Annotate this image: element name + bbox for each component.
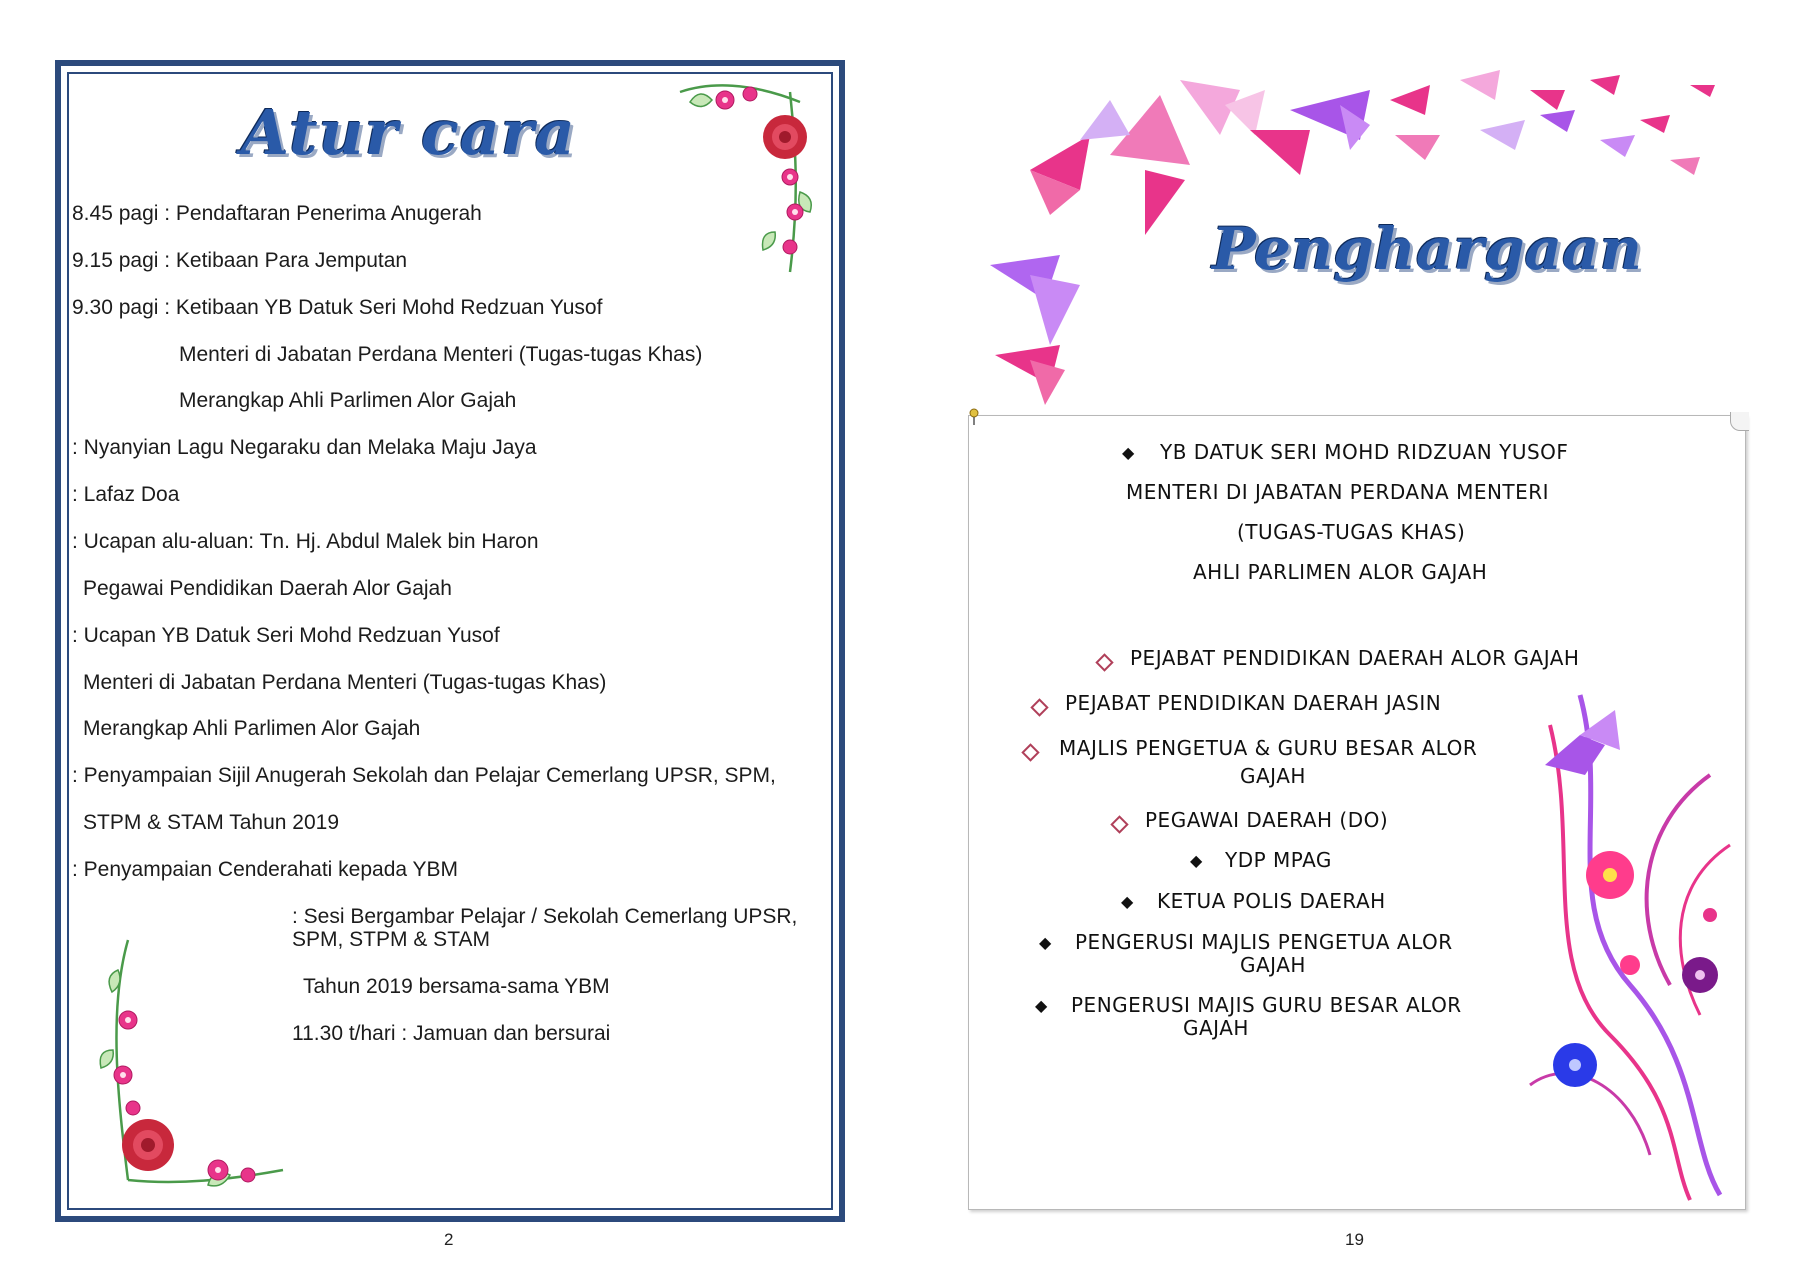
butterfly-icon [1180, 80, 1265, 135]
schedule-line: 9.15 pagi : Ketibaan Para Jemputan [72, 249, 408, 272]
butterfly-icon [1530, 90, 1575, 132]
ack-line: KETUA POLIS DAERAH [1157, 889, 1386, 913]
schedule-line: 8.45 pagi : Pendaftaran Penerima Anugerah [72, 202, 482, 225]
schedule-line: 11.30 t/hari : Jamuan dan bersurai [292, 1022, 611, 1045]
schedule-line: Pegawai Pendidikan Daerah Alor Gajah [83, 577, 452, 600]
schedule-line: : Ucapan YB Datuk Seri Mohd Redzuan Yusof [72, 624, 500, 647]
hibiscus-icon [1703, 908, 1717, 922]
penghargaan-title: Penghargaan [1212, 215, 1642, 283]
ack-line: PENGERUSI MAJLIS PENGETUA ALOR [1075, 930, 1453, 954]
butterfly-icon [1080, 100, 1130, 140]
atur-cara-title: Atur cara [241, 96, 576, 169]
ack-line: AHLI PARLIMEN ALOR GAJAH [1193, 560, 1488, 584]
ack-line: YDP MPAG [1225, 848, 1332, 872]
butterfly-icon [1590, 75, 1635, 157]
schedule-line: : Penyampaian Sijil Anugerah Sekolah dan Pelajar Cemerlang UPSR, SPM, [72, 764, 776, 787]
butterfly-icon [995, 345, 1065, 405]
butterfly-icon [990, 255, 1080, 345]
ack-line: PEJABAT PENDIDIKAN DAERAH ALOR GAJAH [1130, 646, 1580, 670]
schedule-line: Menteri di Jabatan Perdana Menteri (Tugas-tugas Khas) [179, 343, 703, 366]
page-number-right: 19 [1345, 1230, 1364, 1249]
bullet-diamond-icon: ◆ [1039, 935, 1052, 952]
bullet-diamond-icon: ◆ [1190, 853, 1203, 870]
schedule-line: 9.30 pagi : Ketibaan YB Datuk Seri Mohd Redzuan Yusof [72, 296, 603, 319]
butterfly-icon [1640, 85, 1715, 175]
floral-swirl-icon [1520, 685, 1740, 1205]
schedule-line: : Ucapan alu-aluan: Tn. Hj. Abdul Malek bin Haron [72, 530, 539, 553]
ack-line: MENTERI DI JABATAN PERDANA MENTERI [1126, 480, 1550, 504]
page-number-left: 2 [444, 1230, 454, 1249]
hibiscus-icon [1682, 957, 1718, 993]
bullet-diamond-icon: ◆ [1121, 894, 1134, 911]
ack-line: (TUGAS-TUGAS KHAS) [1237, 520, 1466, 544]
butterfly-icon [1030, 135, 1090, 215]
ack-line: MAJLIS PENGETUA & GURU BESAR ALOR [1059, 736, 1478, 760]
scroll-curl-decoration [1730, 412, 1749, 431]
schedule-line: : Nyanyian Lagu Negaraku dan Melaka Maju Jaya [72, 436, 537, 459]
ack-line: GAJAH [1183, 1016, 1249, 1040]
ack-line: PENGERUSI MAJIS GURU BESAR ALOR [1071, 993, 1462, 1017]
hibiscus-icon [1586, 851, 1634, 899]
schedule-line: Menteri di Jabatan Perdana Menteri (Tugas-tugas Khas) [83, 671, 607, 694]
butterfly-icon [1110, 95, 1190, 235]
schedule-line: : Lafaz Doa [72, 483, 180, 506]
ack-line: PEGAWAI DAERAH (DO) [1145, 808, 1389, 832]
hibiscus-icon [1553, 1043, 1597, 1087]
ack-line: GAJAH [1240, 764, 1306, 788]
rose-corner-top-right-icon [670, 72, 830, 282]
bullet-diamond-icon: ◆ [1122, 445, 1135, 462]
ack-line: PEJABAT PENDIDIKAN DAERAH JASIN [1065, 691, 1442, 715]
hibiscus-icon [1620, 955, 1640, 975]
schedule-line: Merangkap Ahli Parlimen Alor Gajah [83, 717, 421, 740]
schedule-line: STPM & STAM Tahun 2019 [83, 811, 340, 834]
schedule-line: Tahun 2019 bersama-sama YBM [303, 975, 610, 998]
ack-line: GAJAH [1240, 953, 1306, 977]
butterfly-icon [1250, 130, 1310, 175]
butterfly-icon [1390, 85, 1440, 160]
scroll-pin-icon [968, 408, 980, 426]
schedule-line: Merangkap Ahli Parlimen Alor Gajah [179, 389, 517, 412]
schedule-line: : Sesi Bergambar Pelajar / Sekolah Cemerlang UPSR, [292, 905, 798, 928]
schedule-line: SPM, STPM & STAM [292, 928, 490, 951]
butterfly-icon [1460, 70, 1525, 150]
rose-corner-bottom-left-icon [88, 930, 288, 1200]
ack-line: YB DATUK SERI MOHD RIDZUAN YUSOF [1160, 440, 1569, 464]
schedule-line: : Penyampaian Cenderahati kepada YBM [72, 858, 459, 881]
bullet-diamond-icon: ◆ [1035, 998, 1048, 1015]
